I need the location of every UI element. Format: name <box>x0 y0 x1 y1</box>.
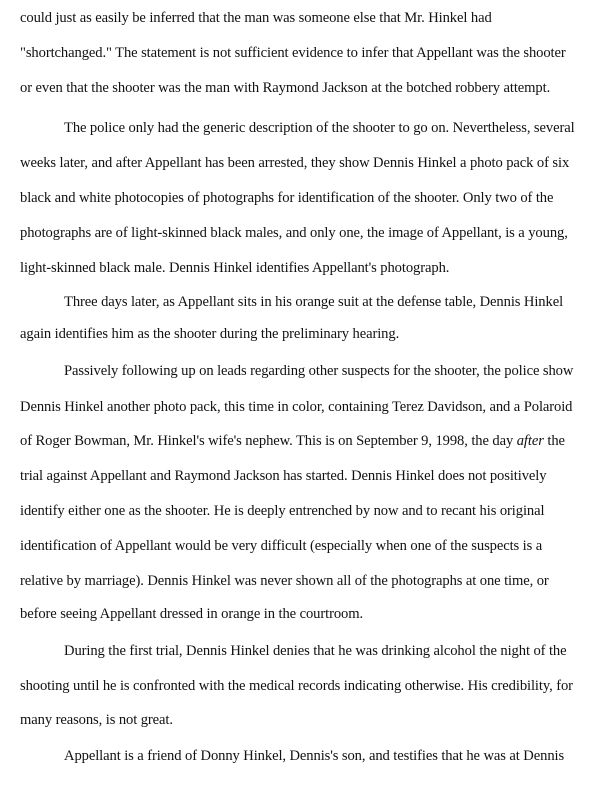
text-line: identification of Appellant would be very difficult (especially when one of the suspects is a <box>20 538 543 554</box>
paragraph-start-line: Three days later, as Appellant sits in his orange suit at the defense table, Dennis Hinkel <box>64 294 564 310</box>
text-segment: the <box>543 433 565 449</box>
text-line: photographs are of light-skinned black males, and only one, the image of Appellant, is a young, <box>20 225 568 241</box>
text-line: weeks later, and after Appellant has been arrested, they show Dennis Hinkel a photo pack of six <box>20 155 570 171</box>
text-line: light-skinned black male. Dennis Hinkel identifies Appellant's photograph. <box>20 260 450 276</box>
paragraph-start-line: Appellant is a friend of Donny Hinkel, Dennis's son, and testifies that he was at Dennis <box>64 748 565 764</box>
paragraph-start-line: Passively following up on leads regarding other suspects for the shooter, the police show <box>64 363 574 379</box>
italic-emphasis: after <box>516 433 544 449</box>
text-line: again identifies him as the shooter during the preliminary hearing. <box>20 326 400 342</box>
paragraph-start-line: The police only had the generic description of the shooter to go on. Nevertheless, several <box>64 120 575 136</box>
text-line: Dennis Hinkel another photo pack, this time in color, containing Terez Davidson, and a Polaroid <box>20 399 573 415</box>
text-line: identify either one as the shooter. He is deeply entrenched by now and to recant his original <box>20 503 545 519</box>
text-line: could just as easily be inferred that the man was someone else that Mr. Hinkel had <box>20 10 492 26</box>
text-line: shooting until he is confronted with the medical records indicating otherwise. His credibility, for <box>20 678 573 694</box>
paragraph-start-line: During the first trial, Dennis Hinkel denies that he was drinking alcohol the night of the <box>64 643 567 659</box>
text-line: or even that the shooter was the man with Raymond Jackson at the botched robbery attempt. <box>20 80 551 96</box>
text-line: "shortchanged." The statement is not sufficient evidence to infer that Appellant was the shooter <box>20 45 566 61</box>
text-line: relative by marriage). Dennis Hinkel was never shown all of the photographs at one time, or <box>20 573 549 589</box>
text-line <box>20 432 565 450</box>
text-line: trial against Appellant and Raymond Jackson has started. Dennis Hinkel does not positively <box>20 468 547 484</box>
text-segment: of Roger Bowman, Mr. Hinkel's wife's nephew. This is on September 9, 1998, the day <box>20 433 517 449</box>
text-line: many reasons, is not great. <box>20 712 173 728</box>
text-line: black and white photocopies of photographs for identification of the shooter. Only two of the <box>20 190 554 206</box>
text-line: before seeing Appellant dressed in orange in the courtroom. <box>20 606 364 622</box>
